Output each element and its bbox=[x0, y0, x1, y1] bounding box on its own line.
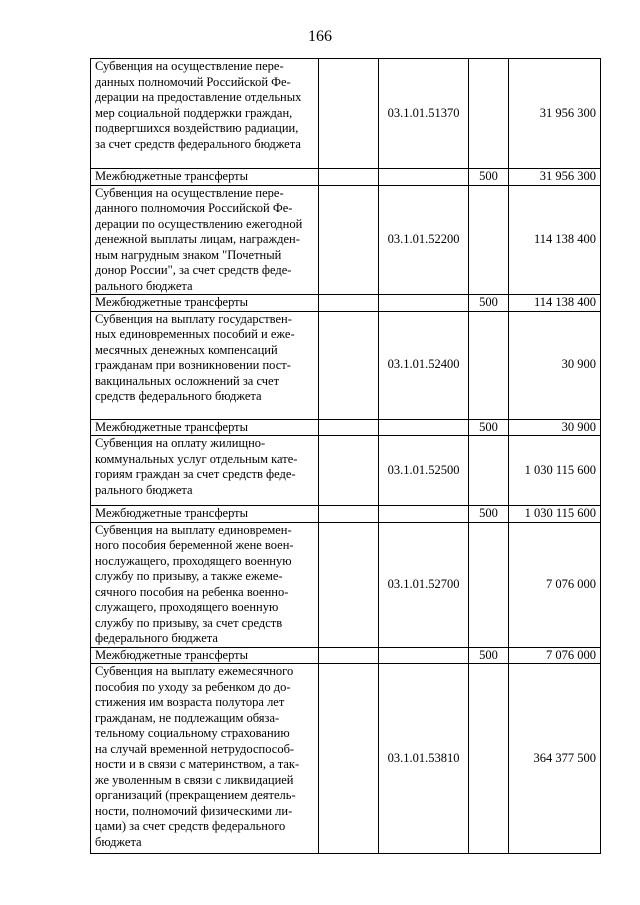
row-expense-type bbox=[469, 311, 509, 419]
empty-cell bbox=[319, 522, 379, 647]
row-code: 03.1.01.52400 bbox=[379, 311, 469, 419]
row-code: 03.1.01.53810 bbox=[379, 664, 469, 854]
empty-cell bbox=[319, 311, 379, 419]
row-code bbox=[379, 506, 469, 523]
row-name: Субвенция на осуществление пере- данного полномочия Российской Фе- дерации по осуществлению ежегодной денежной выплаты лицам, награжден- ным нагрудным знаком "Почетный донор России", за счет средств феде- рального бюджета bbox=[91, 185, 319, 295]
row-name: Субвенция на выплату ежемесячного пособия по уходу за ребенком до до- стижения им возраста полутора лет гражданам, не подлежащим обяза- тельному социальному страхованию на случай временной нетрудоспособ- ности и в связи с материнством, а так- же уволенным в связи с ликвидацией организаций (прекращением деятель- ности, полномочий физическими ли- цами) за счет средств федерального бюджета bbox=[91, 664, 319, 854]
row-code: 03.1.01.52700 bbox=[379, 522, 469, 647]
empty-cell bbox=[319, 185, 379, 295]
row-amount: 7 076 000 bbox=[509, 647, 601, 664]
row-name: Межбюджетные трансферты bbox=[91, 647, 319, 664]
row-expense-type: 500 bbox=[469, 295, 509, 312]
row-expense-type bbox=[469, 664, 509, 854]
empty-cell bbox=[319, 506, 379, 523]
row-expense-type bbox=[469, 436, 509, 506]
table-row bbox=[91, 436, 601, 506]
row-expense-type: 500 bbox=[469, 647, 509, 664]
row-code bbox=[379, 647, 469, 664]
row-name: Субвенция на выплату государствен- ных единовременных пособий и еже- месячных денежных компенсаций гражданам при возникновении пост- вакцинальных осложнений за счет средств федерального бюджета bbox=[91, 311, 319, 419]
row-expense-type: 500 bbox=[469, 419, 509, 436]
row-amount: 30 900 bbox=[509, 419, 601, 436]
row-amount: 31 956 300 bbox=[509, 169, 601, 186]
page-number: 166 bbox=[308, 28, 332, 45]
row-name: Субвенция на осуществление пере- данных полномочий Российской Фе- дерации на предоставление отдельных мер социальной поддержки граждан, подвергшихся воздействию радиации, за счет средств федерального бюджета bbox=[91, 59, 319, 169]
table-row bbox=[91, 185, 601, 295]
row-amount: 30 900 bbox=[509, 311, 601, 419]
empty-cell bbox=[319, 647, 379, 664]
table-row bbox=[91, 506, 601, 523]
empty-cell bbox=[319, 436, 379, 506]
row-expense-type bbox=[469, 522, 509, 647]
row-amount: 1 030 115 600 bbox=[509, 506, 601, 523]
row-code: 03.1.01.52200 bbox=[379, 185, 469, 295]
table-row bbox=[91, 169, 601, 186]
empty-cell bbox=[319, 169, 379, 186]
row-code: 03.1.01.52500 bbox=[379, 436, 469, 506]
row-name: Субвенция на оплату жилищно- коммунальных услуг отдельным кате- гориям граждан за счет средств феде- рального бюджета bbox=[91, 436, 319, 506]
table-row bbox=[91, 647, 601, 664]
row-amount: 7 076 000 bbox=[509, 522, 601, 647]
empty-cell bbox=[319, 295, 379, 312]
table-row bbox=[91, 522, 601, 647]
row-code bbox=[379, 295, 469, 312]
row-name: Межбюджетные трансферты bbox=[91, 295, 319, 312]
empty-cell bbox=[319, 419, 379, 436]
row-amount: 31 956 300 bbox=[509, 59, 601, 169]
table-row bbox=[91, 419, 601, 436]
row-name: Субвенция на выплату единовремен- ного пособия беременной жене воен- нослужащего, проходящего военную службу по призыву, а также ежеме- сячного пособия на ребенка военно- служащего, проходящего военную службу по призыву, за счет средств федерального бюджета bbox=[91, 522, 319, 647]
table-row bbox=[91, 664, 601, 854]
budget-table-body bbox=[91, 59, 601, 854]
table-row bbox=[91, 311, 601, 419]
table-row bbox=[91, 59, 601, 169]
row-name: Межбюджетные трансферты bbox=[91, 419, 319, 436]
row-code bbox=[379, 419, 469, 436]
row-expense-type bbox=[469, 185, 509, 295]
row-amount: 1 030 115 600 bbox=[509, 436, 601, 506]
table-row bbox=[91, 295, 601, 312]
row-expense-type: 500 bbox=[469, 506, 509, 523]
empty-cell bbox=[319, 59, 379, 169]
row-code bbox=[379, 169, 469, 186]
row-expense-type bbox=[469, 59, 509, 169]
row-code: 03.1.01.51370 bbox=[379, 59, 469, 169]
row-name: Межбюджетные трансферты bbox=[91, 506, 319, 523]
row-expense-type: 500 bbox=[469, 169, 509, 186]
row-amount: 114 138 400 bbox=[509, 185, 601, 295]
row-name: Межбюджетные трансферты bbox=[91, 169, 319, 186]
row-amount: 364 377 500 bbox=[509, 664, 601, 854]
budget-table bbox=[90, 58, 601, 854]
row-amount: 114 138 400 bbox=[509, 295, 601, 312]
empty-cell bbox=[319, 664, 379, 854]
